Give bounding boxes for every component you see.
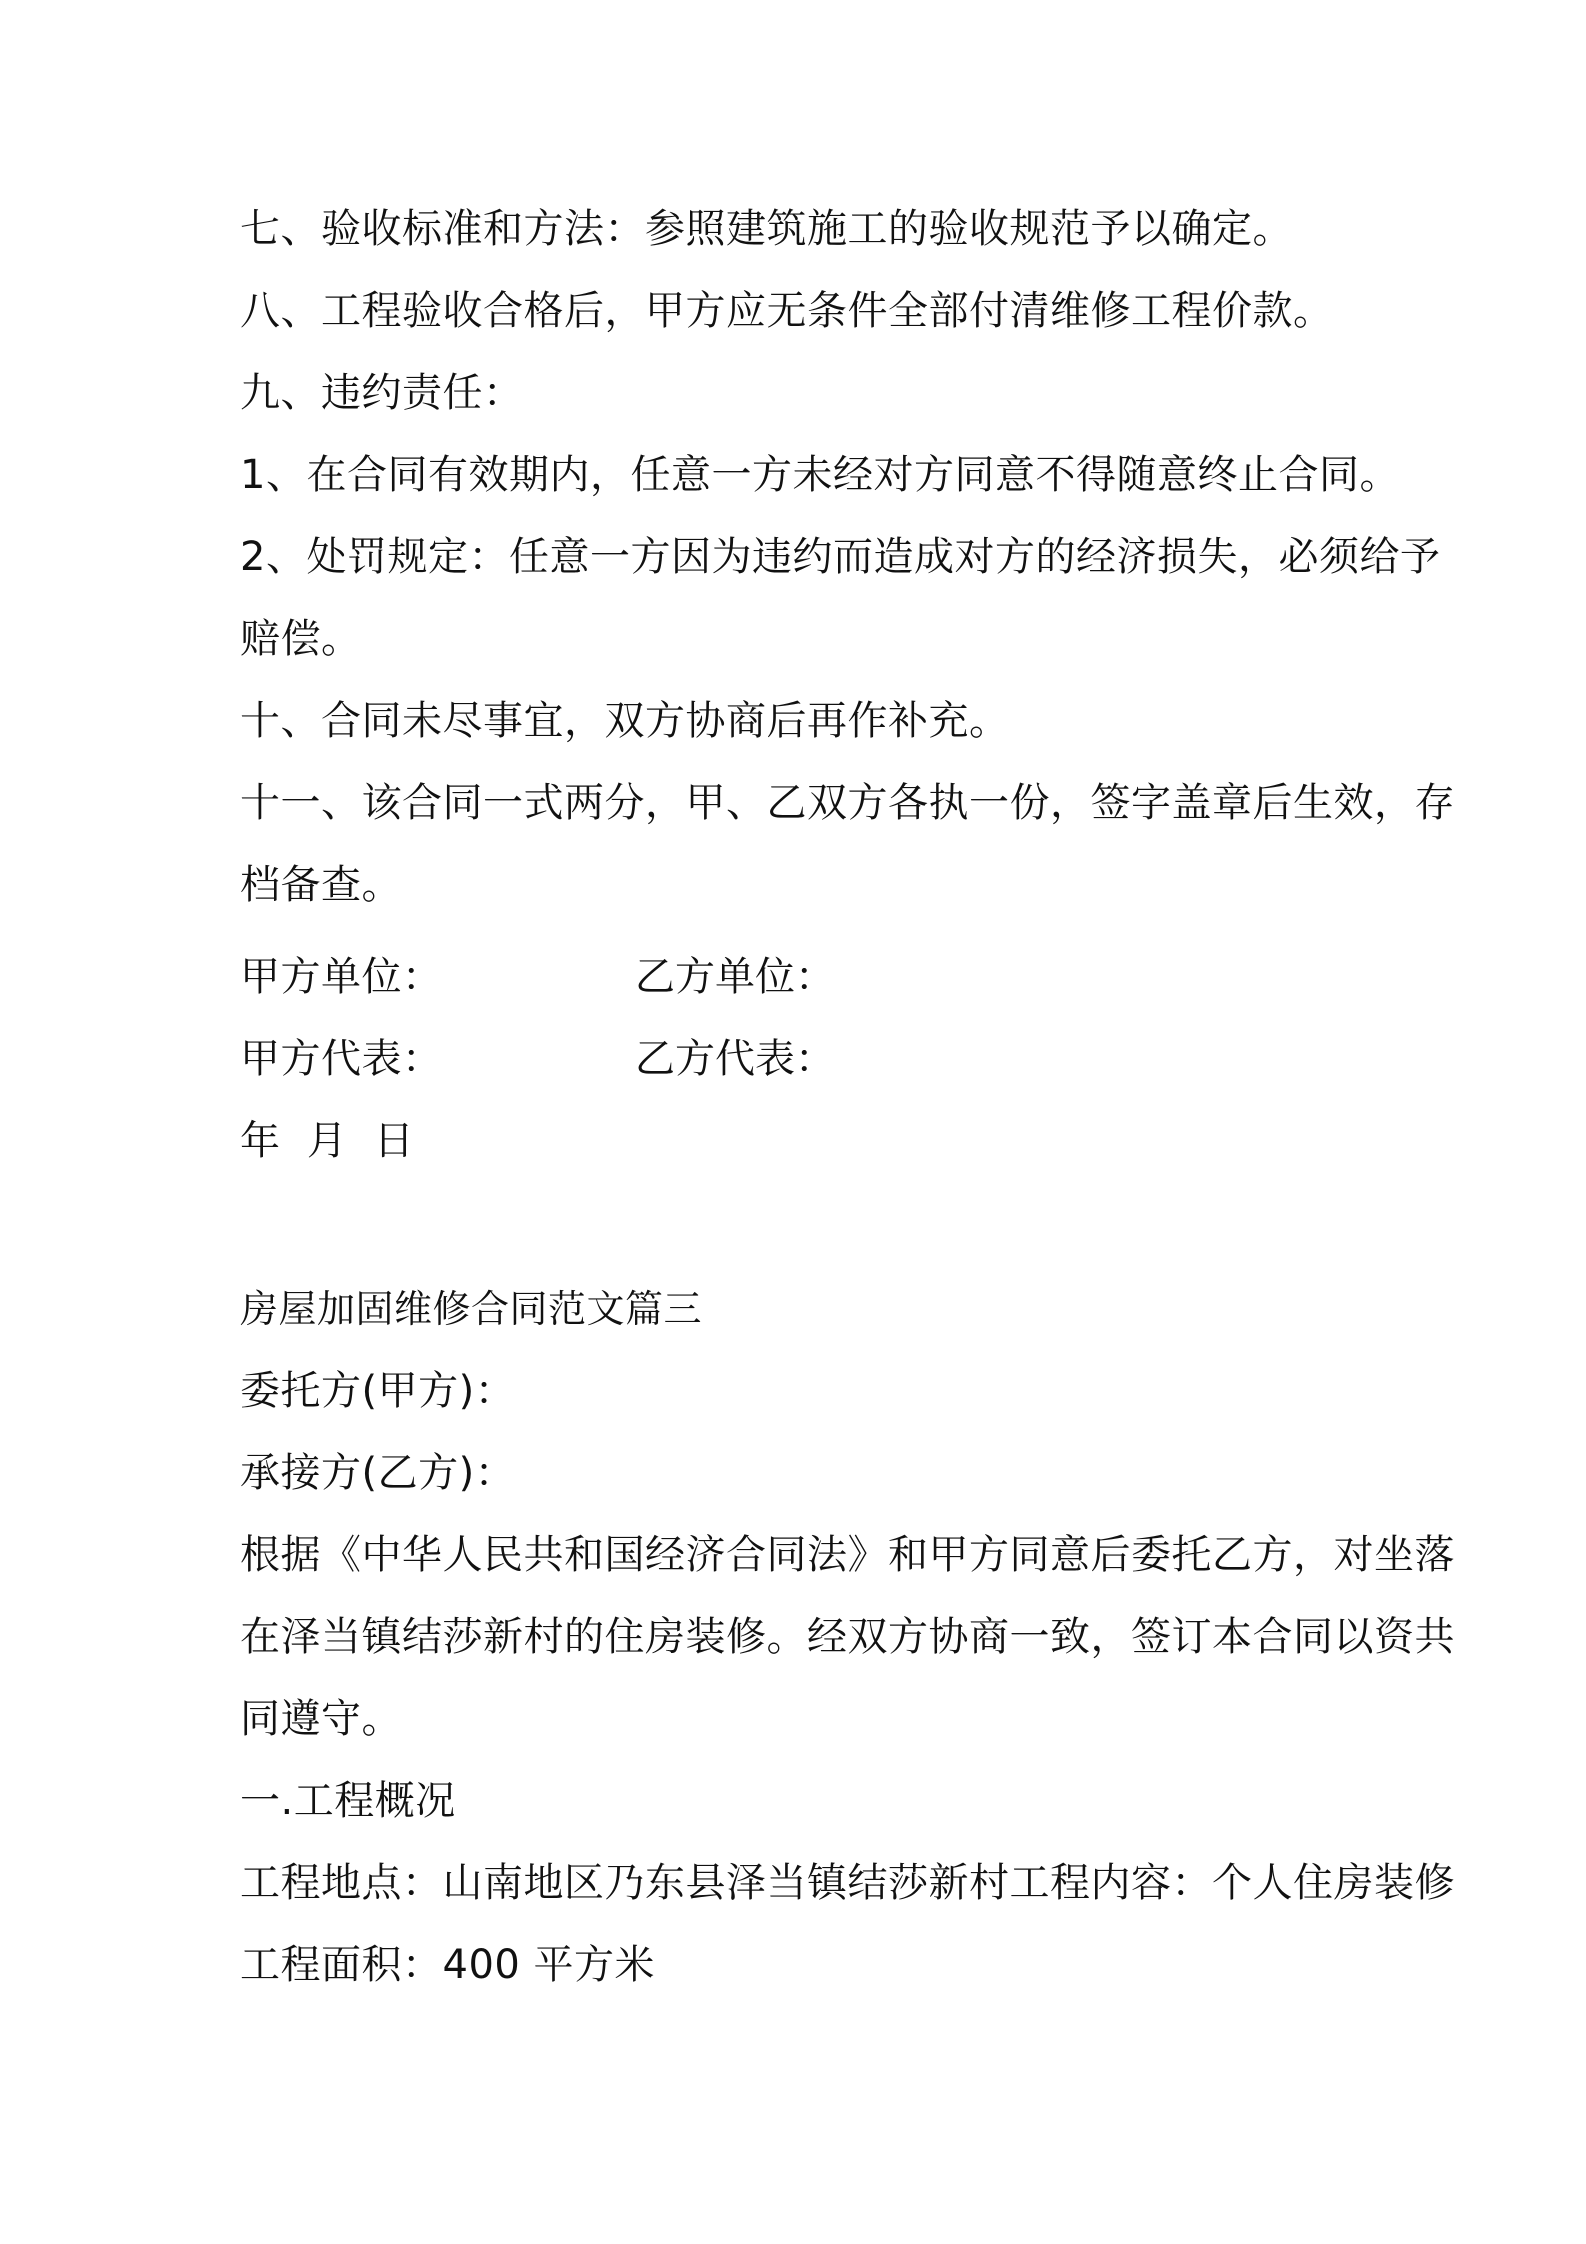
date-line: 年 月 日 [240, 1118, 415, 1164]
clause-11: 十一、该合同一式两分，甲、乙双方各执一份，签字盖章后生效，存 [240, 780, 1455, 826]
clause-10: 十、合同未尽事宜，双方协商后再作补充。 [240, 698, 1010, 744]
clause-9-item-1: 1、在合同有效期内，任意一方未经对方同意不得随意终止合同。 [240, 452, 1400, 498]
intro-line-1: 根据《中华人民共和国经济合同法》和甲方同意后委托乙方，对坐落 [240, 1532, 1455, 1578]
party-b-unit-label: 乙方单位： [635, 954, 835, 1000]
party-a-rep-label: 甲方代表： [240, 1036, 443, 1082]
clause-11-cont: 档备查。 [240, 862, 402, 908]
client-label: 委托方(甲方)： [240, 1368, 516, 1414]
clause-9-heading: 九、违约责任： [240, 370, 524, 416]
party-a-unit-label: 甲方单位： [240, 954, 443, 1000]
clause-9-item-2-cont: 赔偿。 [240, 616, 362, 662]
project-location: 工程地点：山南地区乃东县泽当镇结莎新村工程内容：个人住房装修 [240, 1860, 1455, 1906]
contractor-label: 承接方(乙方)： [240, 1450, 516, 1496]
clause-9-item-2: 2、处罚规定：任意一方因为违约而造成对方的经济损失，必须给予 [240, 534, 1441, 580]
project-area: 工程面积：400 平方米 [240, 1942, 656, 1988]
intro-line-2: 在泽当镇结莎新村的住房装修。经双方协商一致，签订本合同以资共 [240, 1614, 1455, 1660]
clause-7: 七、验收标准和方法：参照建筑施工的验收规范予以确定。 [240, 206, 1293, 252]
clause-8: 八、工程验收合格后，甲方应无条件全部付清维修工程价款。 [240, 288, 1334, 334]
overview-heading: 一.工程概况 [240, 1778, 456, 1824]
party-b-rep-label: 乙方代表： [635, 1036, 835, 1082]
section-title: 房屋加固维修合同范文篇三 [240, 1287, 703, 1331]
intro-line-3: 同遵守。 [240, 1696, 402, 1742]
